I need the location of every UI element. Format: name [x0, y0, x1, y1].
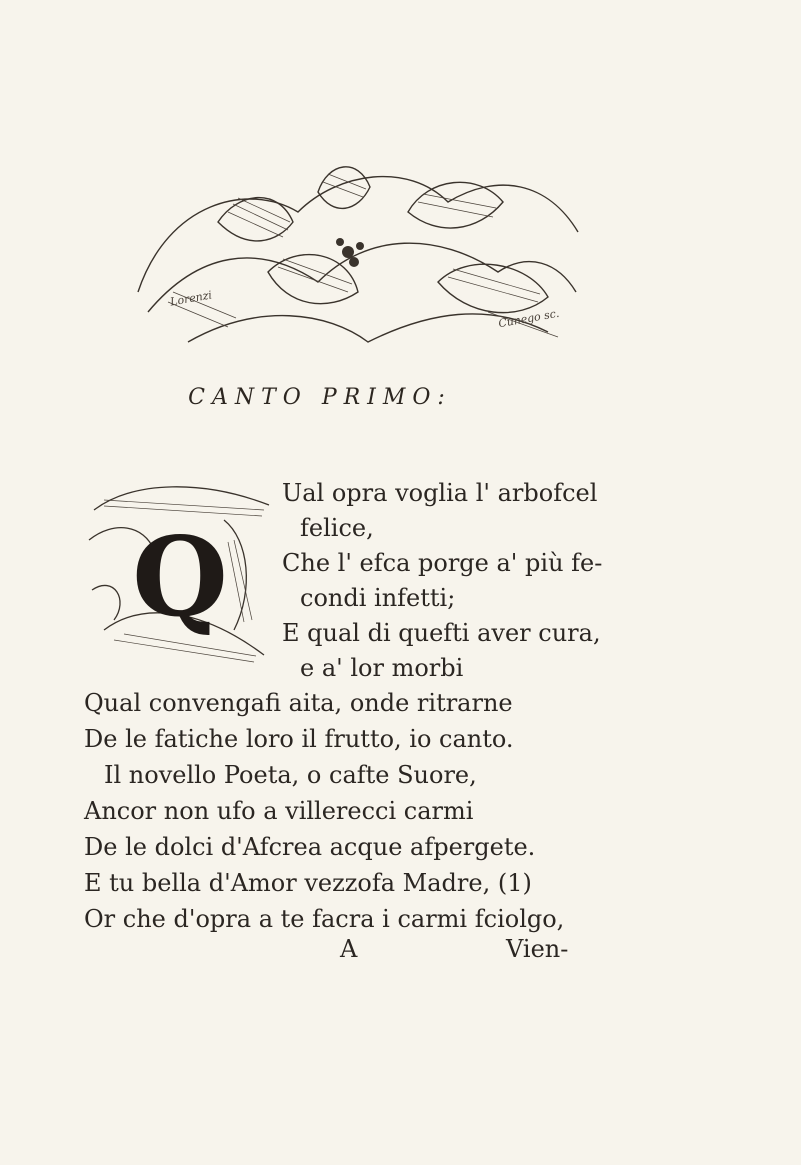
engraver-signature-right: Cunego sc.	[497, 306, 561, 331]
verse-line: Il novello Poeta, o cafte Suore,	[104, 761, 477, 789]
verse-line: E qual di quefti aver cura,	[282, 619, 601, 647]
verse-line: E tu bella d'Amor vezzofa Madre, (1)	[84, 869, 532, 897]
show-through-texture	[140, 70, 700, 150]
verse-line: De le dolci d'Afcrea acque afpergete.	[84, 833, 536, 861]
verse-line: Qual convengafi aita, onde ritrarne	[84, 689, 513, 717]
signature-mark: A	[340, 935, 358, 963]
verse-line: felice,	[300, 514, 374, 542]
engraver-signature-left: Lorenzi	[169, 288, 213, 309]
verse-line: De le fatiche loro il frutto, io canto.	[84, 725, 514, 753]
drop-cap-letter: Q	[132, 511, 228, 641]
verse-line: Che l' efca porge a' più fe-	[282, 549, 603, 577]
verse-line: Ual opra voglia l' arbofcel	[282, 479, 598, 507]
verse-line: Or che d'opra a te facra i carmi fciolgo,	[84, 905, 565, 933]
verse-line: condi infetti;	[300, 584, 456, 612]
verse-line: Ancor non ufo a villerecci carmi	[84, 797, 474, 825]
verse-line: e a' lor morbi	[300, 654, 464, 682]
engraved-headpiece-vignette	[108, 142, 586, 374]
catchword: Vien-	[506, 935, 569, 963]
decorated-initial	[84, 480, 276, 672]
canto-heading: CANTO PRIMO:	[188, 385, 452, 410]
